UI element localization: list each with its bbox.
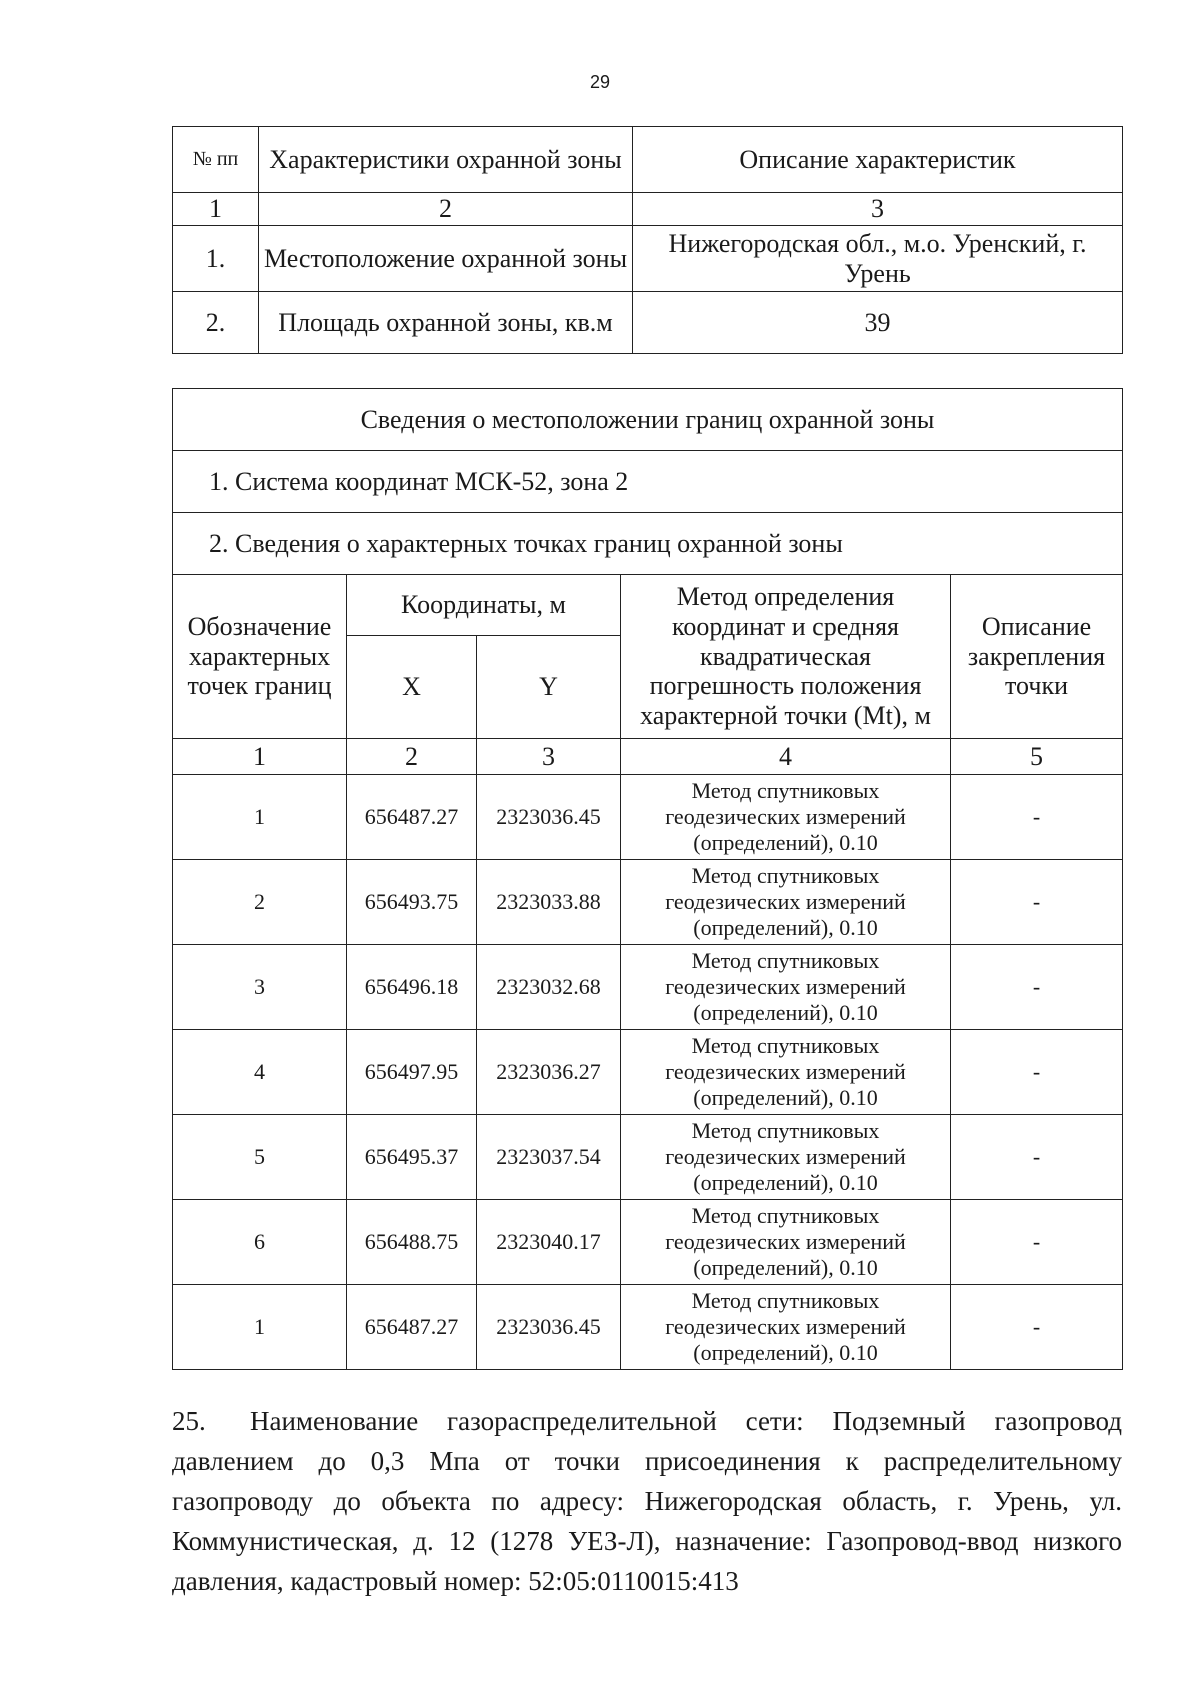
column-header: № пп	[173, 127, 259, 193]
column-number: 1	[173, 193, 259, 226]
coordinate-x: 656496.18	[347, 945, 477, 1030]
coordinate-y: 2323032.68	[477, 945, 621, 1030]
point-number: 5	[173, 1115, 347, 1200]
coordinate-x: 656493.75	[347, 860, 477, 945]
coordinate-y: 2323036.45	[477, 775, 621, 860]
fixing-description: -	[951, 1030, 1123, 1115]
fixing-description: -	[951, 775, 1123, 860]
coordinate-y: 2323037.54	[477, 1115, 621, 1200]
points-title: 2. Сведения о характерных точках границ охранной зоны	[173, 513, 1123, 575]
characteristic-name: Местоположение охранной зоны	[259, 226, 633, 292]
column-header-y: Y	[477, 636, 621, 739]
fixing-description: -	[951, 1200, 1123, 1285]
point-number: 2	[173, 860, 347, 945]
gas-network-paragraph	[172, 1401, 1122, 1601]
point-number: 1	[173, 775, 347, 860]
characteristic-name: Площадь охранной зоны, кв.м	[259, 292, 633, 354]
coordinate-system-row	[173, 451, 1123, 513]
method-description: Метод спутниковых геодезических измерений (определений), 0.10	[621, 945, 951, 1030]
fixing-description: -	[951, 1115, 1123, 1200]
column-header-coordinates: Координаты, м	[347, 575, 621, 636]
fixing-description: -	[951, 1285, 1123, 1370]
coordinate-y: 2323036.27	[477, 1030, 621, 1115]
column-header-fixing: Описание закрепления точки	[951, 575, 1123, 739]
characteristic-value: 39	[633, 292, 1123, 354]
column-header-designation: Обозначение характерных точек границ	[173, 575, 347, 739]
table-row	[173, 860, 1123, 945]
method-description: Метод спутниковых геодезических измерений (определений), 0.10	[621, 775, 951, 860]
characteristic-value: Нижегородская обл., м.о. Уренский, г. Урень	[633, 226, 1123, 292]
coordinate-x: 656497.95	[347, 1030, 477, 1115]
table-row	[173, 1115, 1123, 1200]
table-title-row	[173, 389, 1123, 451]
coordinate-x: 656488.75	[347, 1200, 477, 1285]
table-title: Сведения о местоположении границ охранной зоны	[173, 389, 1123, 451]
method-description: Метод спутниковых геодезических измерений (определений), 0.10	[621, 1285, 951, 1370]
column-header-x: X	[347, 636, 477, 739]
method-description: Метод спутниковых геодезических измерений (определений), 0.10	[621, 1030, 951, 1115]
column-number-row	[173, 739, 1123, 775]
page-number: 29	[589, 72, 611, 92]
column-number: 2	[347, 739, 477, 775]
coordinate-x: 656495.37	[347, 1115, 477, 1200]
column-header: Описание характеристик	[633, 127, 1123, 193]
column-number-row	[173, 193, 1123, 226]
coordinate-system: 1. Система координат МСК-52, зона 2	[173, 451, 1123, 513]
table-row	[173, 1030, 1123, 1115]
row-number: 2.	[173, 292, 259, 354]
column-number: 4	[621, 739, 951, 775]
column-number: 1	[173, 739, 347, 775]
column-number: 3	[477, 739, 621, 775]
column-header: Характеристики охранной зоны	[259, 127, 633, 193]
coordinate-y: 2323040.17	[477, 1200, 621, 1285]
table-header-row	[173, 127, 1123, 193]
table-row	[173, 292, 1123, 354]
table-row	[173, 1200, 1123, 1285]
fixing-description: -	[951, 945, 1123, 1030]
boundary-points-table	[172, 388, 1123, 1370]
column-header-method: Метод определения координат и средняя квадратическая погрешность положения характерной точки (Mt), м	[621, 575, 951, 739]
column-number: 3	[633, 193, 1123, 226]
point-number: 4	[173, 1030, 347, 1115]
paragraph-number: 25.	[172, 1406, 206, 1436]
table-row	[173, 1285, 1123, 1370]
coordinate-x: 656487.27	[347, 775, 477, 860]
coordinate-y: 2323033.88	[477, 860, 621, 945]
row-number: 1.	[173, 226, 259, 292]
column-number: 2	[259, 193, 633, 226]
table-row	[173, 775, 1123, 860]
point-number: 1	[173, 1285, 347, 1370]
table-row	[173, 945, 1123, 1030]
method-description: Метод спутниковых геодезических измерений (определений), 0.10	[621, 1115, 951, 1200]
table-header-row	[173, 575, 1123, 636]
coordinate-y: 2323036.45	[477, 1285, 621, 1370]
point-number: 6	[173, 1200, 347, 1285]
column-number: 5	[951, 739, 1123, 775]
coordinate-x: 656487.27	[347, 1285, 477, 1370]
method-description: Метод спутниковых геодезических измерений (определений), 0.10	[621, 860, 951, 945]
points-title-row	[173, 513, 1123, 575]
paragraph-text: Наименование газораспределительной сети: Подземный газопровод давлением до 0,3 Мпа от точки присоединения к распределительному газопроводу до объекта по адресу: Нижегородская область, г. Урень, ул. Коммунистическая, д. 12 (1278 УЕЗ-Л), назначение: Газопровод-ввод низкого давления, кадастровый номер: 52:05:0110015:413	[172, 1406, 1122, 1596]
point-number: 3	[173, 945, 347, 1030]
method-description: Метод спутниковых геодезических измерений (определений), 0.10	[621, 1200, 951, 1285]
table-row	[173, 226, 1123, 292]
protection-zone-characteristics-table	[172, 126, 1123, 354]
fixing-description: -	[951, 860, 1123, 945]
